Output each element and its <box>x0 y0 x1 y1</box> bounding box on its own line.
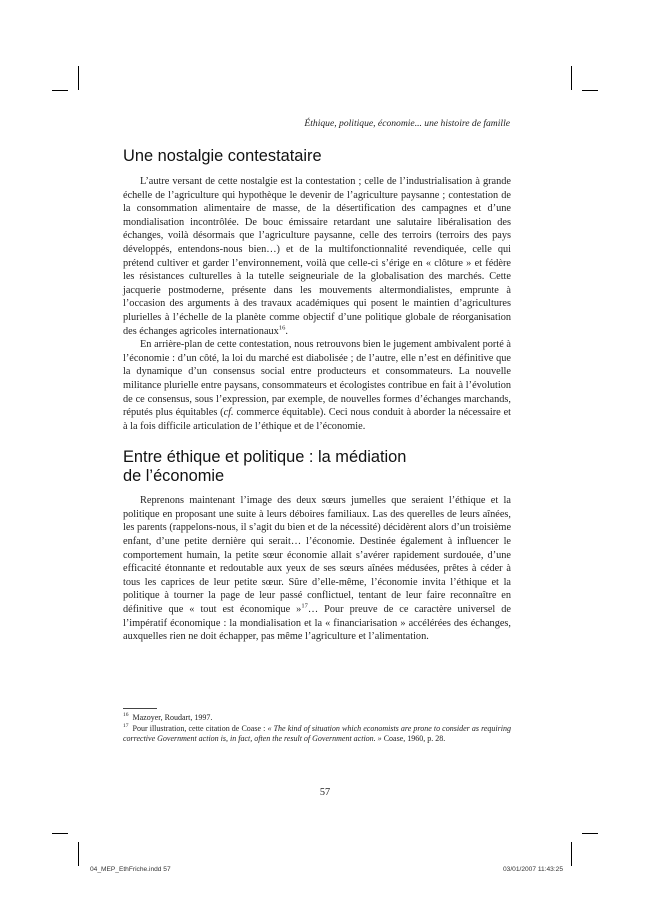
footnote <box>123 713 511 724</box>
paragraph <box>123 175 511 338</box>
page-number: 57 <box>319 787 331 798</box>
crop-mark <box>571 842 572 866</box>
crop-mark <box>582 90 598 91</box>
print-slug-datetime: 03/01/2007 11:43:25 <box>502 866 563 873</box>
footnote-ref: 16 <box>278 324 286 332</box>
running-head: Éthique, politique, économie... une histoire de famille <box>304 118 510 129</box>
crop-mark <box>582 833 598 834</box>
crop-mark <box>78 66 79 90</box>
paragraph-text: … Pour preuve de ce caractère universel de l’impératif économique : la mondialisation et la « financiarisation » accélérées des échanges, auxquelles rien ne doit échapper, pas même l’agriculture et l’alimentation. <box>123 604 511 643</box>
footnote-quote: « The kind of situation which economists are prone to consider as requiring corrective Government action is, in fact, often the result of Government action. » <box>123 723 511 744</box>
paragraph-text: En arrière-plan de cette contestation, nous retrouvons bien le jugement ambivalent porté à l’économie : d’un côté, la loi du marché est diabolisée ; de l’autre, elle n’est en définitive que la dynamique d’un consensus social entre producteurs et consommateurs. La nouvelle militance plurielle entre paysans, consommateurs et écologistes contribue en fait à l’évolution de ce consensus, sous l’expression, par exemple, de nouvelles formes d’échanges marchands, réputés plus équitables ( <box>123 339 511 419</box>
paragraph-text: commerce équitable). Ceci nous conduit à aborder la nécessaire et à la fois difficile articulation de l’éthique et de l’économie. <box>123 407 512 432</box>
print-slug-file: 04_MEP_EthFriche.indd 57 <box>90 866 171 873</box>
section-heading-line: de l’économie <box>123 467 225 486</box>
paragraph <box>123 494 511 644</box>
footnote-rule <box>123 708 157 709</box>
paragraph-text: L’autre versant de cette nostalgie est la contestation ; celle de l’industrialisation à grande échelle de l’agriculture qui hypothèque le devenir de l’agriculture paysanne ; contestation de la consommation alimentaire de masse, de la désertification des campagnes et d’une mondialisation incontrôlée. De bouc émissaire retardant une salutaire libéralisation des échanges, voilà désormais que l’agriculture paysanne, celle des terroirs (terroirs des pays développés, entendons-nous bien…) et de la multifonctionnalité revendiquée, celle qui prétend cultiver et garder l’environnement, voilà que celle-ci s’érige en « clôture » et fédère les résistances culturelles à la tutelle seigneuriale de la globalisation des marchés. Cette jacquerie postmoderne, présente dans les mouvements altermondialistes, emprunte à l’occasion des arguments à des travaux académiques qui posent le maintien d’agricultures plurielles à l’échelle de la planète comme objectif d’une politique globale de réorganisation des échanges agricoles internationaux <box>123 176 511 337</box>
footnote-text: Pour illustration, cette citation de Coase : <box>132 723 268 733</box>
crop-mark <box>78 842 79 866</box>
footnote-ref: 17 <box>301 602 308 610</box>
footnote-text: Mazoyer, Roudart, 1997. <box>132 713 213 722</box>
paragraph-text: Reprenons maintenant l’image des deux sœurs jumelles que seraient l’éthique et la politique en proposant une suite à leurs déboires familiaux. Las des querelles de leurs aînées, les parents (rappelons-nous, il s’agit du bien et de la nécessité) décidèrent alors d’un troisième enfant, d’une petite dernière qui serait… l’économie. Destinée également à influencer le comportement humain, la petite sœur économie allait s’avérer rapidement surdouée, d’une efficacité étonnante et redoutable aux yeux de ses sœurs aînées médusées, prêtes à céder à tous les caprices de leur petite sœur. Sûre d’elle-même, l’économie invita l’éthique et la politique à tourner la page de leur passé conflictuel, tentant de leur faire reconnaître en définitive que « tout est économique » <box>123 495 512 616</box>
paragraph-end: . <box>285 325 288 337</box>
abbreviation: cf. <box>223 407 234 419</box>
footnote-number: 17 <box>123 722 129 729</box>
footnotes <box>123 708 511 745</box>
page-body <box>123 147 511 644</box>
footnote-number: 16 <box>123 712 129 719</box>
footnote <box>123 724 511 745</box>
crop-mark <box>52 833 68 834</box>
section-heading-line: Entre éthique et politique : la médiation <box>123 448 407 467</box>
footnote-text: Coase, 1960, p. 28. <box>381 734 446 744</box>
section-heading: Une nostalgie contestataire <box>123 147 322 165</box>
paragraph <box>123 338 511 433</box>
crop-mark <box>571 66 572 90</box>
section-heading <box>123 448 511 486</box>
crop-mark <box>52 90 68 91</box>
